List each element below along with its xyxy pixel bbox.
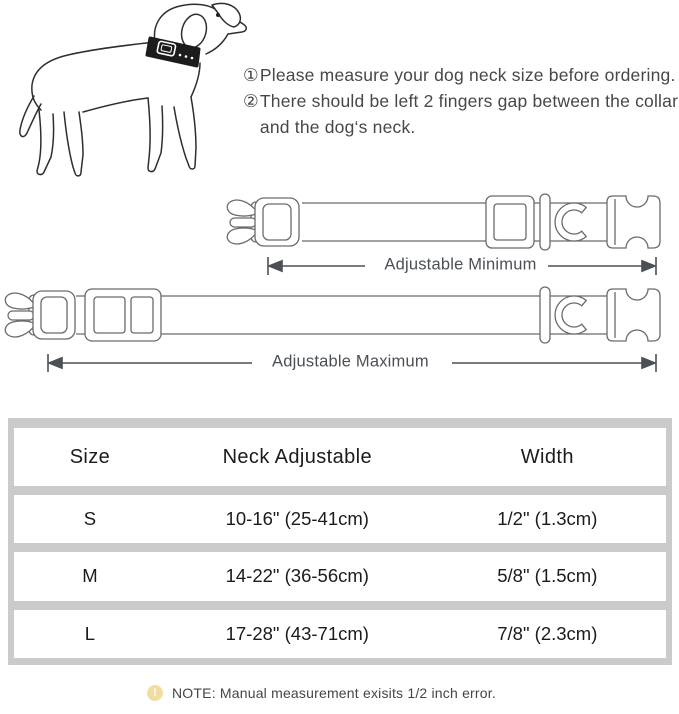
- dog-collar: [147, 38, 199, 66]
- column-header-neck-adjustable: Neck Adjustable: [222, 445, 372, 468]
- adjustable-minimum-label: Adjustable Minimum: [384, 255, 537, 274]
- adjustable-maximum-label: Adjustable Maximum: [272, 352, 429, 371]
- cell-size: M: [82, 565, 98, 587]
- size-table: [8, 418, 672, 665]
- instruction-text-2: There should be left 2 fingers gap between the collar and the dog‘s neck.: [259, 91, 679, 137]
- adjustable-minimum-dimension: [267, 255, 657, 277]
- cell-size: L: [84, 622, 96, 644]
- circled-number-1: ①: [243, 65, 259, 85]
- column-header-width: Width: [520, 445, 574, 468]
- dog-illustration: [8, 0, 253, 185]
- table-row-m: [14, 552, 666, 600]
- measurement-note: [147, 685, 496, 701]
- circled-number-2: ②: [243, 91, 259, 111]
- cell-neck: 14-22" (36-56cm): [225, 565, 369, 587]
- note-text: NOTE: Manual measurement exisits 1/2 inch error.: [172, 685, 496, 701]
- cell-width: 5/8" (1.5cm): [497, 565, 598, 587]
- dog-with-collar-icon: [8, 0, 253, 180]
- collar-minimum-icon: [222, 190, 662, 254]
- table-row-l: [14, 610, 666, 658]
- cell-width: 7/8" (2.3cm): [497, 622, 598, 644]
- cell-neck: 17-28" (43-71cm): [225, 622, 369, 644]
- cell-size: S: [83, 508, 97, 530]
- dog-eye: [216, 13, 220, 17]
- instruction-item-2: [243, 88, 679, 140]
- exclamation-icon: !: [147, 685, 163, 701]
- instruction-text-1: Please measure your dog neck size before ordering.: [259, 65, 676, 85]
- instruction-item-1: [243, 62, 679, 88]
- cell-width: 1/2" (1.3cm): [497, 508, 598, 530]
- table-row-s: [14, 495, 666, 543]
- collar-minimum-diagram: [222, 190, 662, 259]
- table-header-row: [14, 428, 666, 486]
- cell-neck: 10-16" (25-41cm): [225, 508, 369, 530]
- column-header-size: Size: [69, 445, 111, 468]
- adjustable-maximum-dimension: [47, 352, 657, 374]
- collar-maximum-diagram: [2, 283, 662, 352]
- collar-maximum-icon: [2, 283, 662, 347]
- instructions: [243, 62, 679, 140]
